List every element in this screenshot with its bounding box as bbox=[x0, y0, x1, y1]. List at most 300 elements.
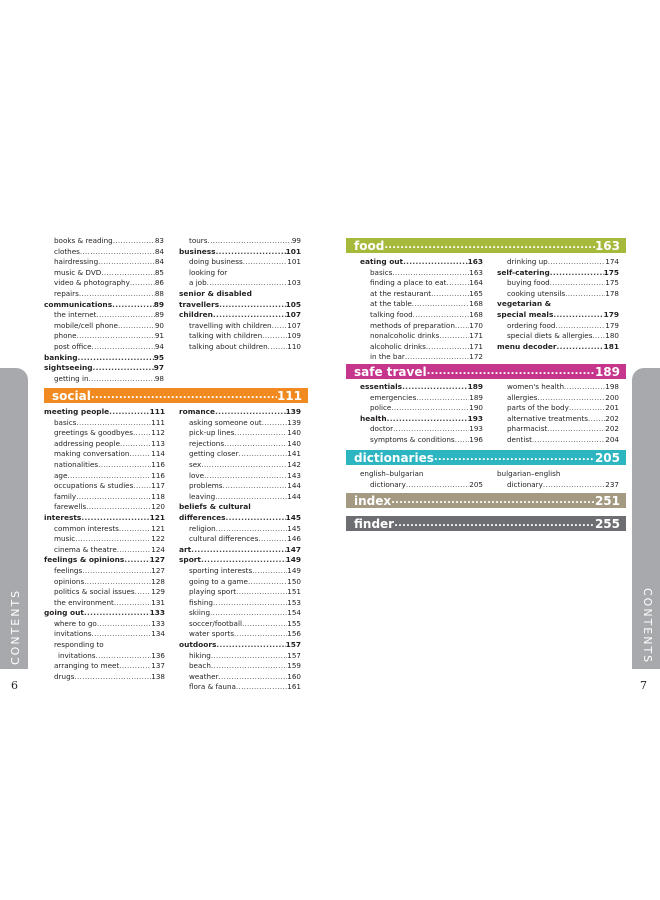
leader-dots bbox=[133, 481, 151, 492]
toc-entry-page: 89 bbox=[153, 299, 164, 309]
toc-entry-label: cultural differences bbox=[189, 534, 259, 544]
section-bar-social[interactable] bbox=[44, 388, 308, 403]
toc-entry-page: 170 bbox=[469, 320, 483, 330]
toc-entry-label: water sports bbox=[189, 629, 234, 639]
toc-entry-label: a job bbox=[189, 278, 207, 288]
toc-entry[interactable] bbox=[44, 407, 165, 418]
toc-entry[interactable] bbox=[179, 289, 301, 300]
leader-dots bbox=[234, 428, 287, 439]
toc-entry[interactable] bbox=[497, 480, 619, 491]
toc-entry[interactable] bbox=[497, 321, 619, 332]
toc-entry[interactable] bbox=[179, 502, 301, 513]
leader-dots bbox=[550, 268, 604, 279]
toc-entry[interactable] bbox=[44, 534, 165, 545]
toc-entry-label: alternative treatments bbox=[507, 413, 589, 423]
toc-entry-page: 202 bbox=[605, 413, 619, 423]
toc-entry-label: age bbox=[54, 470, 68, 480]
toc-entry[interactable] bbox=[44, 577, 165, 588]
toc-entry[interactable] bbox=[44, 257, 164, 268]
leader-dots bbox=[119, 524, 151, 535]
toc-entry-page: 156 bbox=[287, 629, 301, 639]
leader-dots bbox=[130, 278, 155, 289]
toc-entry[interactable] bbox=[44, 300, 164, 311]
toc-entry[interactable] bbox=[360, 480, 483, 491]
toc-entry[interactable] bbox=[179, 449, 301, 460]
leader-dots bbox=[112, 300, 154, 311]
toc-entry-label: finding a place to eat bbox=[370, 278, 447, 288]
toc-entry-page: 157 bbox=[285, 640, 301, 650]
toc-entry[interactable] bbox=[179, 428, 301, 439]
toc-entry[interactable] bbox=[497, 403, 619, 414]
toc-entry-page: 178 bbox=[605, 288, 619, 298]
leader-dots bbox=[215, 492, 287, 503]
toc-entry[interactable] bbox=[44, 619, 165, 630]
toc-entry-label: the internet bbox=[54, 310, 97, 320]
toc-entry-label: playing sport bbox=[189, 587, 237, 597]
leader-dots bbox=[120, 439, 151, 450]
toc-entry-label: romance bbox=[179, 407, 216, 416]
toc-entry-page: 94 bbox=[154, 341, 164, 351]
toc-entry-page: 101 bbox=[287, 257, 301, 267]
toc-entry-page: 179 bbox=[603, 309, 619, 319]
toc-entry[interactable] bbox=[44, 374, 164, 385]
toc-entry[interactable] bbox=[497, 435, 619, 446]
toc-entry[interactable] bbox=[44, 342, 164, 353]
toc-entry[interactable] bbox=[497, 310, 619, 321]
toc-entry[interactable] bbox=[360, 321, 483, 332]
toc-entry-page: 196 bbox=[469, 434, 483, 444]
toc-entry[interactable] bbox=[179, 577, 301, 588]
toc-entry[interactable] bbox=[360, 342, 483, 353]
toc-entry[interactable] bbox=[44, 418, 165, 429]
toc-entry-page: 127 bbox=[151, 565, 165, 575]
toc-entry[interactable] bbox=[44, 471, 165, 482]
toc-entry[interactable] bbox=[179, 439, 301, 450]
leader-dots bbox=[80, 247, 155, 258]
toc-entry[interactable] bbox=[360, 414, 483, 425]
toc-entry[interactable] bbox=[179, 608, 301, 619]
tab-label: CONTENTS bbox=[641, 588, 654, 665]
section-title: social bbox=[52, 388, 91, 403]
toc-entry-label: music & DVD bbox=[54, 267, 102, 277]
toc-entry-page: 89 bbox=[154, 310, 164, 320]
toc-entry[interactable] bbox=[44, 524, 165, 535]
toc-entry[interactable] bbox=[44, 449, 165, 460]
toc-entry[interactable] bbox=[179, 257, 301, 268]
toc-entry-page: 140 bbox=[287, 428, 301, 438]
leader-dots bbox=[216, 524, 288, 535]
toc-entry-label: video & photography bbox=[54, 278, 130, 288]
toc-entry[interactable] bbox=[497, 414, 619, 425]
toc-entry[interactable] bbox=[360, 299, 483, 310]
leader-dots bbox=[135, 587, 152, 598]
toc-entry[interactable] bbox=[497, 278, 619, 289]
leader-dots bbox=[236, 682, 287, 693]
leader-dots bbox=[258, 534, 287, 545]
toc-entry-page: 165 bbox=[469, 288, 483, 298]
toc-entry[interactable] bbox=[179, 407, 301, 418]
toc-entry-page: 163 bbox=[467, 257, 483, 266]
toc-entry-label: hiking bbox=[189, 650, 211, 660]
toc-entry[interactable] bbox=[44, 353, 164, 364]
toc-entry-label: symptoms & conditions bbox=[370, 434, 455, 444]
toc-entry[interactable] bbox=[360, 278, 483, 289]
toc-entry[interactable] bbox=[179, 545, 301, 556]
toc-entry-page: 138 bbox=[151, 671, 165, 681]
toc-entry-page: 204 bbox=[605, 434, 619, 444]
toc-column bbox=[179, 236, 301, 353]
toc-column bbox=[497, 469, 619, 490]
toc-entry[interactable] bbox=[179, 471, 301, 482]
toc-entry[interactable] bbox=[44, 608, 165, 619]
toc-entry[interactable] bbox=[179, 278, 301, 289]
toc-entry[interactable] bbox=[179, 651, 301, 662]
section-page: 255 bbox=[594, 516, 620, 531]
toc-entry[interactable] bbox=[44, 598, 165, 609]
toc-entry[interactable] bbox=[179, 331, 301, 342]
leader-dots bbox=[124, 555, 149, 566]
toc-entry[interactable] bbox=[497, 424, 619, 435]
leader-dots bbox=[553, 310, 603, 321]
toc-entry[interactable] bbox=[497, 289, 619, 300]
toc-entry[interactable] bbox=[179, 672, 301, 683]
toc-entry[interactable] bbox=[179, 460, 301, 471]
toc-entry[interactable] bbox=[44, 236, 164, 247]
leader-dots bbox=[226, 513, 286, 524]
section-bar-safe-travel[interactable] bbox=[346, 364, 626, 379]
toc-entry-page: 134 bbox=[151, 629, 165, 639]
toc-entry[interactable] bbox=[44, 661, 165, 672]
toc-entry-page: 175 bbox=[603, 267, 619, 277]
toc-entry[interactable] bbox=[179, 321, 301, 332]
toc-entry-page: 160 bbox=[287, 671, 301, 681]
toc-entry-page: 181 bbox=[603, 341, 619, 351]
section-bar-finder[interactable] bbox=[346, 516, 626, 531]
section-title: safe travel bbox=[354, 364, 427, 379]
section-bar-dictionaries[interactable] bbox=[346, 450, 626, 465]
toc-entry-label: dentist bbox=[507, 434, 532, 444]
toc-entry-page: 157 bbox=[287, 650, 301, 660]
toc-entry-page: 84 bbox=[154, 257, 164, 267]
toc-entry-label: flora & fauna bbox=[189, 682, 236, 692]
toc-entry-page: 146 bbox=[287, 534, 301, 544]
toc-entry-label: business bbox=[179, 246, 216, 256]
toc-entry[interactable] bbox=[44, 439, 165, 450]
leader-dots bbox=[218, 672, 287, 683]
leader-dots bbox=[239, 449, 288, 460]
leader-dots bbox=[272, 321, 288, 332]
toc-entry-label: asking someone out bbox=[189, 417, 262, 427]
section-bar-food[interactable] bbox=[346, 238, 626, 253]
toc-entry-page: 137 bbox=[151, 661, 165, 671]
toc-entry[interactable] bbox=[497, 299, 619, 310]
toc-entry[interactable] bbox=[179, 268, 301, 279]
toc-entry[interactable] bbox=[497, 342, 619, 353]
leader-dots bbox=[76, 492, 151, 503]
contents-side-tab bbox=[0, 368, 28, 669]
toc-entry-label: music bbox=[54, 534, 76, 544]
toc-entry[interactable] bbox=[44, 331, 164, 342]
toc-entry-label: sport bbox=[179, 555, 201, 565]
toc-entry-label: rejections bbox=[189, 438, 225, 448]
toc-entry-label: meeting people bbox=[44, 407, 110, 416]
toc-entry-label: doing business bbox=[189, 257, 243, 267]
toc-entry[interactable] bbox=[360, 289, 483, 300]
toc-entry[interactable] bbox=[179, 661, 301, 672]
toc-entry-label: nationalities bbox=[54, 459, 99, 469]
toc-entry-page: 133 bbox=[151, 618, 165, 628]
toc-entry[interactable] bbox=[44, 555, 165, 566]
leader-dots bbox=[243, 257, 288, 268]
leader-dots bbox=[543, 480, 605, 491]
leader-dots bbox=[455, 435, 470, 446]
toc-entry-page: 136 bbox=[151, 650, 165, 660]
toc-entry-label: travelling with children bbox=[189, 320, 272, 330]
toc-entry-label: health bbox=[360, 413, 387, 423]
toc-entry-page: 121 bbox=[149, 512, 165, 522]
toc-entry[interactable] bbox=[179, 682, 301, 693]
toc-entry[interactable] bbox=[179, 342, 301, 353]
toc-entry-page: 91 bbox=[154, 331, 164, 341]
toc-entry-label: eating out bbox=[360, 257, 404, 266]
toc-entry-label: drinking up bbox=[507, 257, 548, 266]
leader-dots bbox=[416, 393, 469, 404]
toc-entry-label: ordering food bbox=[507, 320, 556, 330]
toc-entry[interactable] bbox=[44, 545, 165, 556]
leader-dots bbox=[268, 342, 288, 353]
section-page: 189 bbox=[594, 364, 620, 379]
toc-entry[interactable] bbox=[497, 469, 619, 480]
toc-entry[interactable] bbox=[360, 382, 483, 393]
toc-entry-label: english–bulgarian bbox=[360, 469, 424, 478]
toc-entry[interactable] bbox=[44, 247, 164, 258]
toc-entry-page: 174 bbox=[605, 257, 619, 266]
toc-entry-page: 109 bbox=[287, 331, 301, 341]
leader-dots bbox=[547, 424, 605, 435]
leader-dots bbox=[118, 321, 155, 332]
toc-entry-page: 171 bbox=[469, 341, 483, 351]
toc-entry-page: 111 bbox=[151, 417, 165, 427]
toc-entry-label: feelings & opinions bbox=[44, 555, 125, 565]
leader-dots bbox=[532, 435, 605, 446]
toc-entry-label: self-catering bbox=[497, 267, 550, 277]
toc-entry-label: cinema & theatre bbox=[54, 544, 117, 554]
page-number: 6 bbox=[11, 679, 18, 692]
toc-entry-page: 95 bbox=[153, 352, 164, 362]
toc-entry[interactable] bbox=[497, 257, 619, 268]
toc-entry[interactable] bbox=[44, 268, 164, 279]
toc-entry-label: basics bbox=[54, 417, 77, 427]
toc-entry[interactable] bbox=[360, 257, 483, 268]
toc-entry-page: 153 bbox=[287, 597, 301, 607]
toc-entry[interactable] bbox=[44, 310, 164, 321]
toc-entry[interactable] bbox=[360, 310, 483, 321]
toc-entry[interactable] bbox=[44, 278, 164, 289]
leader-dots bbox=[262, 418, 288, 429]
toc-entry[interactable] bbox=[360, 403, 483, 414]
toc-entry-page: 85 bbox=[154, 267, 164, 277]
leader-dots bbox=[219, 300, 285, 311]
leader-dots bbox=[96, 651, 152, 662]
toc-entry-label: common interests bbox=[54, 523, 119, 533]
toc-entry-label: invitations bbox=[54, 629, 92, 639]
section-page: 111 bbox=[276, 388, 302, 403]
toc-entry-page: 105 bbox=[285, 299, 301, 309]
toc-entry[interactable] bbox=[44, 428, 165, 439]
toc-entry[interactable] bbox=[44, 672, 165, 683]
leader-dots bbox=[588, 414, 605, 425]
toc-entry-page: 98 bbox=[154, 373, 164, 383]
toc-entry[interactable] bbox=[179, 310, 301, 321]
leader-dots bbox=[119, 661, 151, 672]
toc-entry-label: differences bbox=[179, 512, 226, 522]
toc-entry-label: religion bbox=[189, 523, 216, 533]
toc-entry-label: phone bbox=[54, 331, 77, 341]
toc-entry[interactable] bbox=[179, 492, 301, 503]
toc-entry[interactable] bbox=[44, 502, 165, 513]
toc-entry[interactable] bbox=[360, 268, 483, 279]
leader-dots bbox=[213, 310, 286, 321]
leader-dots bbox=[412, 299, 469, 310]
toc-entry[interactable] bbox=[179, 247, 301, 258]
toc-entry-page: 201 bbox=[605, 403, 619, 413]
toc-entry[interactable] bbox=[44, 587, 165, 598]
leader-dots bbox=[387, 414, 468, 425]
toc-entry-page: 193 bbox=[469, 424, 483, 434]
leader-dots bbox=[537, 393, 605, 404]
leader-dots bbox=[248, 577, 287, 588]
toc-entry[interactable] bbox=[360, 435, 483, 446]
toc-entry[interactable] bbox=[179, 524, 301, 535]
toc-entry[interactable] bbox=[179, 300, 301, 311]
toc-entry-page: 142 bbox=[287, 459, 301, 469]
toc-entry-page: 88 bbox=[154, 288, 164, 298]
toc-entry-page: 101 bbox=[285, 246, 301, 256]
leader-dots bbox=[82, 566, 151, 577]
toc-entry[interactable] bbox=[179, 418, 301, 429]
leader-dots bbox=[79, 289, 155, 300]
toc-entry-label: post office bbox=[54, 341, 92, 351]
toc-entry-page: 164 bbox=[469, 278, 483, 288]
toc-entry[interactable] bbox=[179, 598, 301, 609]
toc-entry[interactable] bbox=[44, 566, 165, 577]
toc-entry[interactable] bbox=[360, 424, 483, 435]
toc-entry[interactable] bbox=[179, 640, 301, 651]
toc-entry-label: parts of the body bbox=[507, 403, 569, 413]
toc-entry[interactable] bbox=[44, 629, 165, 640]
leader-dots bbox=[564, 382, 605, 393]
section-bar-index[interactable] bbox=[346, 493, 626, 508]
leader-dots bbox=[426, 342, 469, 353]
toc-entry-page: 205 bbox=[469, 479, 483, 489]
toc-entry[interactable] bbox=[44, 460, 165, 471]
toc-entry[interactable] bbox=[360, 393, 483, 404]
toc-entry-label: getting closer bbox=[189, 449, 239, 459]
toc-entry[interactable] bbox=[497, 382, 619, 393]
leader-dots bbox=[262, 331, 287, 342]
toc-entry[interactable] bbox=[44, 640, 165, 651]
toc-entry-label: women's health bbox=[507, 382, 565, 391]
toc-entry-page: 118 bbox=[151, 491, 165, 501]
toc-entry[interactable] bbox=[44, 513, 165, 524]
toc-entry-label: going to a game bbox=[189, 576, 248, 586]
leader-dots bbox=[114, 598, 151, 609]
toc-entry[interactable] bbox=[360, 352, 483, 363]
section-page: 163 bbox=[594, 238, 620, 253]
toc-entry[interactable] bbox=[179, 534, 301, 545]
toc-entry[interactable] bbox=[179, 566, 301, 577]
toc-entry[interactable] bbox=[179, 587, 301, 598]
toc-entry-page: 172 bbox=[469, 352, 483, 362]
leader-dots bbox=[592, 331, 605, 342]
toc-entry-label: repairs bbox=[54, 288, 79, 298]
toc-entry[interactable] bbox=[179, 619, 301, 630]
toc-entry-label: the environment bbox=[54, 597, 114, 607]
toc-entry-label: sporting interests bbox=[189, 565, 253, 575]
toc-entry[interactable] bbox=[179, 513, 301, 524]
toc-entry-label: dictionary bbox=[507, 479, 543, 489]
leader-dots bbox=[403, 257, 467, 268]
toc-entry[interactable] bbox=[179, 629, 301, 640]
toc-entry[interactable] bbox=[44, 289, 164, 300]
toc-entry-page: 107 bbox=[287, 320, 301, 330]
leader-dots bbox=[565, 289, 605, 300]
tab-label: CONTENTS bbox=[9, 588, 22, 665]
toc-entry-label: going out bbox=[44, 608, 84, 618]
leader-dots bbox=[75, 534, 151, 545]
leader-dots bbox=[211, 661, 287, 672]
toc-entry[interactable] bbox=[44, 363, 164, 374]
toc-entry-label: skiing bbox=[189, 608, 211, 618]
toc-entry-page: 129 bbox=[151, 587, 165, 597]
toc-entry-page: 127 bbox=[149, 555, 165, 565]
toc-entry-page: 114 bbox=[151, 449, 165, 459]
toc-entry-page: 149 bbox=[287, 565, 301, 575]
toc-entry[interactable] bbox=[179, 481, 301, 492]
toc-entry-page: 237 bbox=[605, 479, 619, 489]
toc-column bbox=[179, 407, 301, 693]
right-page bbox=[330, 0, 660, 900]
toc-entry[interactable] bbox=[497, 393, 619, 404]
toc-entry-label: vegetarian & bbox=[497, 299, 552, 309]
leader-dots bbox=[201, 555, 286, 566]
toc-entry[interactable] bbox=[179, 236, 301, 247]
toc-entry[interactable] bbox=[497, 331, 619, 342]
toc-entry[interactable] bbox=[44, 651, 165, 662]
toc-entry[interactable] bbox=[497, 268, 619, 279]
toc-entry-page: 151 bbox=[287, 587, 301, 597]
toc-entry[interactable] bbox=[179, 555, 301, 566]
toc-entry-page: 200 bbox=[605, 392, 619, 402]
toc-entry-label: interests bbox=[44, 512, 82, 522]
toc-entry-page: 145 bbox=[285, 512, 301, 522]
toc-entry-page: 189 bbox=[467, 382, 483, 391]
toc-entry[interactable] bbox=[360, 469, 483, 480]
leader-dots bbox=[77, 331, 155, 342]
toc-entry-label: greetings & goodbyes bbox=[54, 428, 133, 438]
toc-entry-page: 198 bbox=[605, 382, 619, 391]
toc-entry[interactable] bbox=[44, 481, 165, 492]
toc-entry-label: beliefs & cultural bbox=[179, 502, 251, 512]
toc-entry-page: 143 bbox=[287, 470, 301, 480]
toc-entry-page: 149 bbox=[285, 555, 301, 565]
leader-dots bbox=[224, 439, 287, 450]
toc-entry-label: nonalcoholic drinks bbox=[370, 331, 440, 341]
toc-entry[interactable] bbox=[44, 492, 165, 503]
toc-entry[interactable] bbox=[360, 331, 483, 342]
toc-entry[interactable] bbox=[44, 321, 164, 332]
leader-dots bbox=[213, 598, 287, 609]
